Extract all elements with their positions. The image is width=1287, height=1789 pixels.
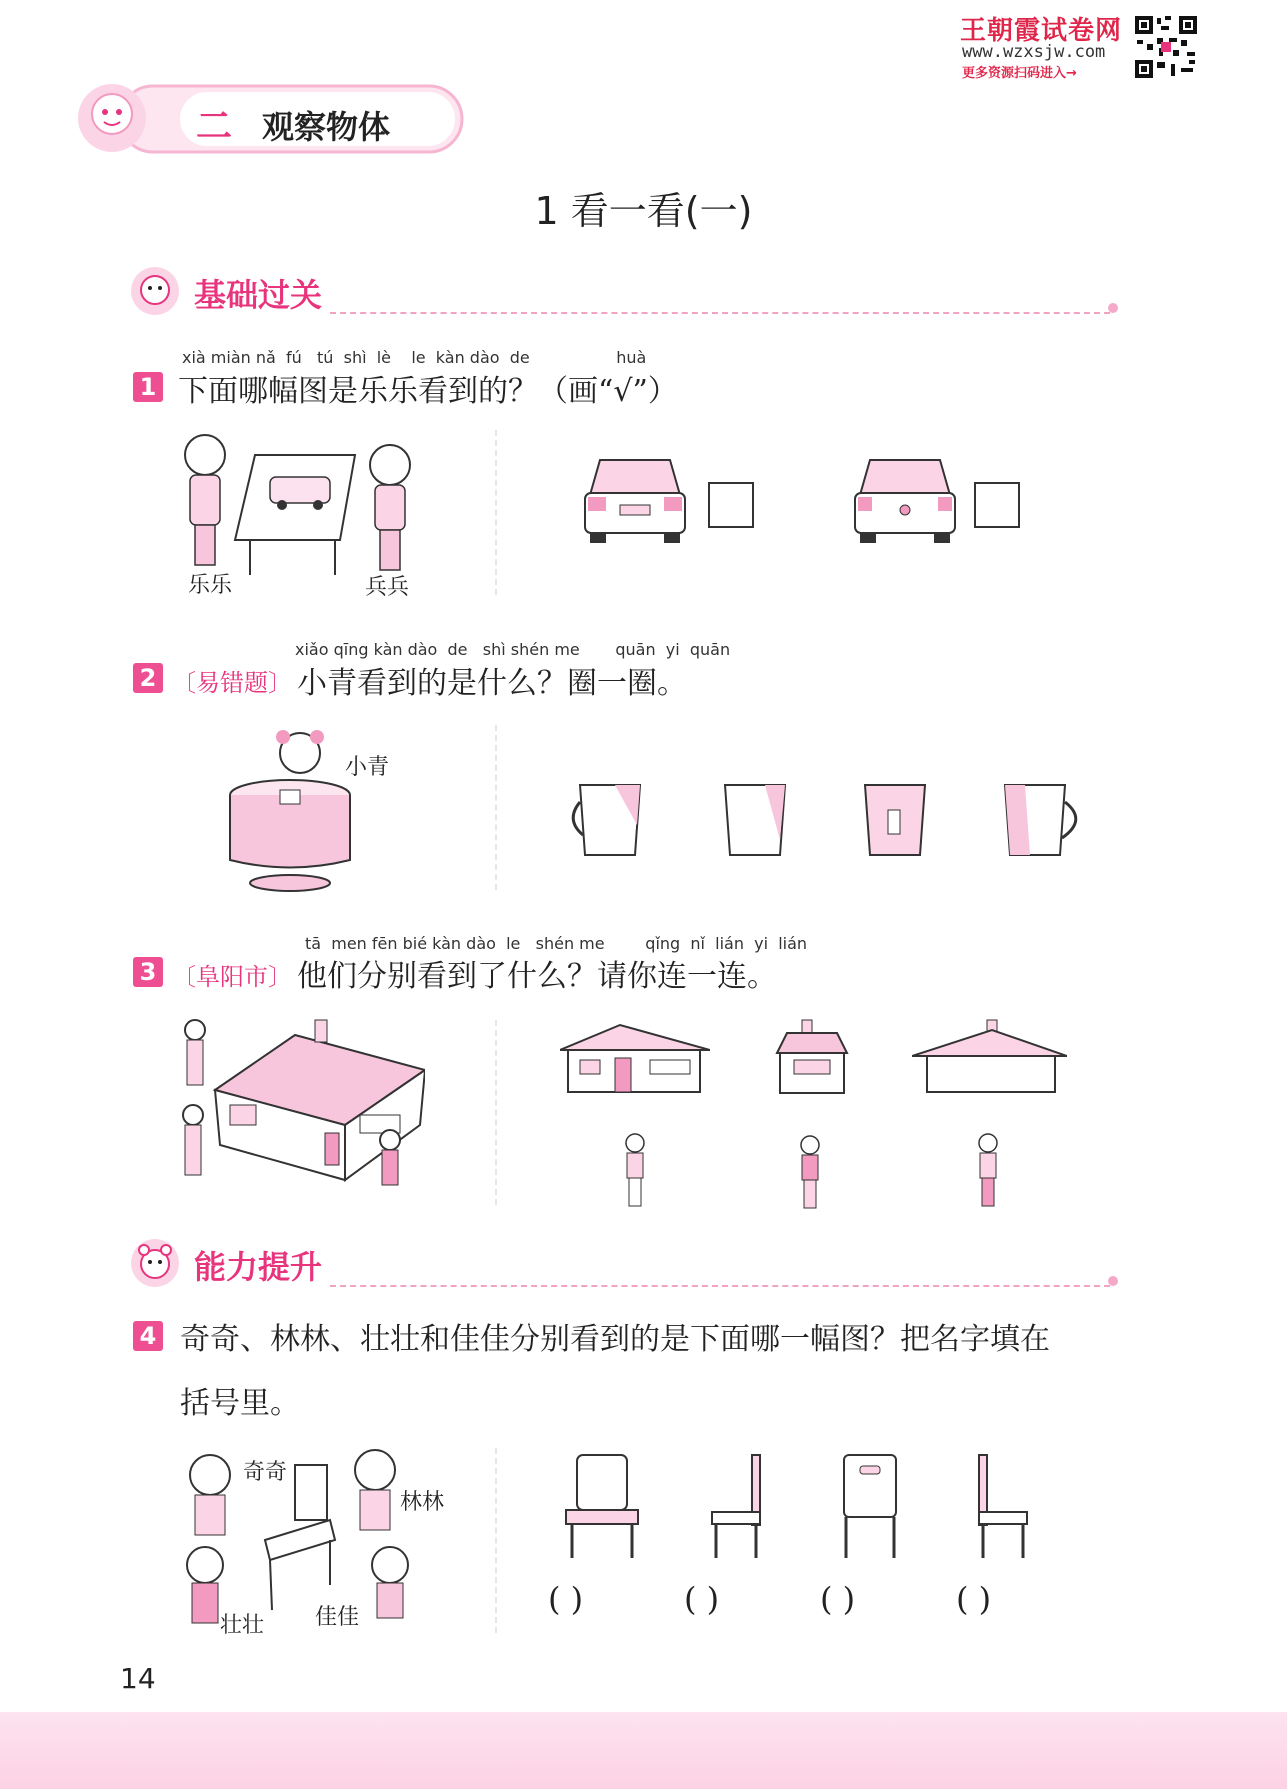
- answer-blank-d[interactable]: ( ): [956, 1580, 992, 1618]
- girl-mascot-icon: [130, 266, 180, 316]
- q3-pinyin: tā men fēn bié kàn dào le shén me qǐng nǐ lián yi lián: [305, 934, 808, 953]
- q3-tag: 〔阜阳市〕: [172, 963, 292, 991]
- q1-label-bingbing: 兵兵: [365, 575, 410, 600]
- car-rear-option-a[interactable]: [580, 455, 690, 545]
- q2-divider: [495, 725, 497, 890]
- q2-tag: 〔易错题〕: [172, 669, 292, 697]
- cup-option-c[interactable]: [860, 780, 930, 860]
- chair-view-option-b[interactable]: [708, 1452, 768, 1562]
- q1-checkbox-b[interactable]: [974, 482, 1020, 528]
- section-title-basic: 基础过关: [194, 276, 323, 314]
- q4-label-jiajia: 佳佳: [315, 1605, 360, 1630]
- q1-text: 下面哪幅图是乐乐看到的？（画“√”）: [178, 374, 678, 409]
- q1-label-lele: 乐乐: [188, 573, 233, 598]
- q1-checkbox-a[interactable]: [708, 482, 754, 528]
- brand-note: 更多资源扫码进入→: [962, 66, 1077, 81]
- chair-view-option-a[interactable]: [562, 1452, 642, 1562]
- q2-table-cup-illustration: [225, 725, 355, 895]
- cup-option-b[interactable]: [720, 780, 790, 860]
- divider-dot: [1108, 303, 1118, 313]
- page-number: 14: [120, 1662, 156, 1695]
- q3-number: 3: [133, 957, 163, 987]
- chair-view-option-c[interactable]: [838, 1452, 902, 1562]
- answer-blank-b[interactable]: ( ): [684, 1580, 720, 1618]
- chair-view-option-d[interactable]: [975, 1452, 1035, 1562]
- q4-text-line1: 奇奇、林林、壮壮和佳佳分别看到的是下面哪一幅图？把名字填在: [180, 1322, 1050, 1357]
- q4-divider: [495, 1448, 497, 1633]
- q4-label-linlin: 林林: [400, 1490, 445, 1515]
- q1-pinyin: xià miàn nǎ fú tú shì lè le kàn dào de huà: [182, 348, 647, 367]
- child-figure-2[interactable]: [795, 1135, 825, 1210]
- chapter-number: 二: [196, 106, 233, 147]
- q3-house-scene-illustration: [175, 1015, 425, 1190]
- q2-pinyin: xiǎo qīng kàn dào de shì shén me quān yi quān: [295, 640, 731, 659]
- bear-mascot-icon: [130, 1238, 180, 1288]
- lesson-title: 1 看一看(一): [534, 189, 753, 233]
- q1-number: 1: [133, 372, 163, 402]
- cup-option-d[interactable]: [1000, 780, 1090, 860]
- q3-divider: [495, 1020, 497, 1205]
- q4-label-qiqi: 奇奇: [243, 1460, 288, 1485]
- section-title-advance: 能力提升: [194, 1248, 323, 1286]
- house-view-option-c[interactable]: [912, 1018, 1067, 1096]
- house-view-option-b[interactable]: [772, 1018, 852, 1096]
- answer-blank-a[interactable]: ( ): [548, 1580, 584, 1618]
- brand-name: 王朝霞试卷网: [960, 16, 1123, 46]
- brand-url[interactable]: www.wzxsjw.com: [962, 42, 1106, 62]
- q2-label-xiaoqing: 小青: [345, 755, 390, 780]
- divider-dot-2: [1108, 1276, 1118, 1286]
- house-view-option-a[interactable]: [560, 1020, 710, 1095]
- q4-text-line2: 括号里。: [180, 1386, 300, 1421]
- section-divider: [330, 312, 1110, 314]
- q4-number: 4: [133, 1321, 163, 1351]
- car-rear-option-b[interactable]: [850, 455, 960, 545]
- q1-divider: [495, 430, 497, 595]
- qr-code-icon: [1133, 14, 1199, 80]
- q2-text: 小青看到的是什么？圈一圈。: [297, 666, 687, 701]
- child-figure-3[interactable]: [973, 1133, 1003, 1208]
- q2-number: 2: [133, 663, 163, 693]
- q4-label-zhuangzhuang: 壮壮: [220, 1613, 265, 1638]
- q3-text: 他们分别看到了什么？请你连一连。: [297, 959, 777, 994]
- footer-band: [0, 1712, 1287, 1789]
- cup-option-a[interactable]: [565, 780, 655, 860]
- chapter-title: 观察物体: [262, 108, 391, 146]
- section-divider-2: [330, 1285, 1110, 1287]
- q4-chair-scene-illustration: [180, 1445, 430, 1635]
- child-figure-1[interactable]: [620, 1133, 650, 1208]
- answer-blank-c[interactable]: ( ): [820, 1580, 856, 1618]
